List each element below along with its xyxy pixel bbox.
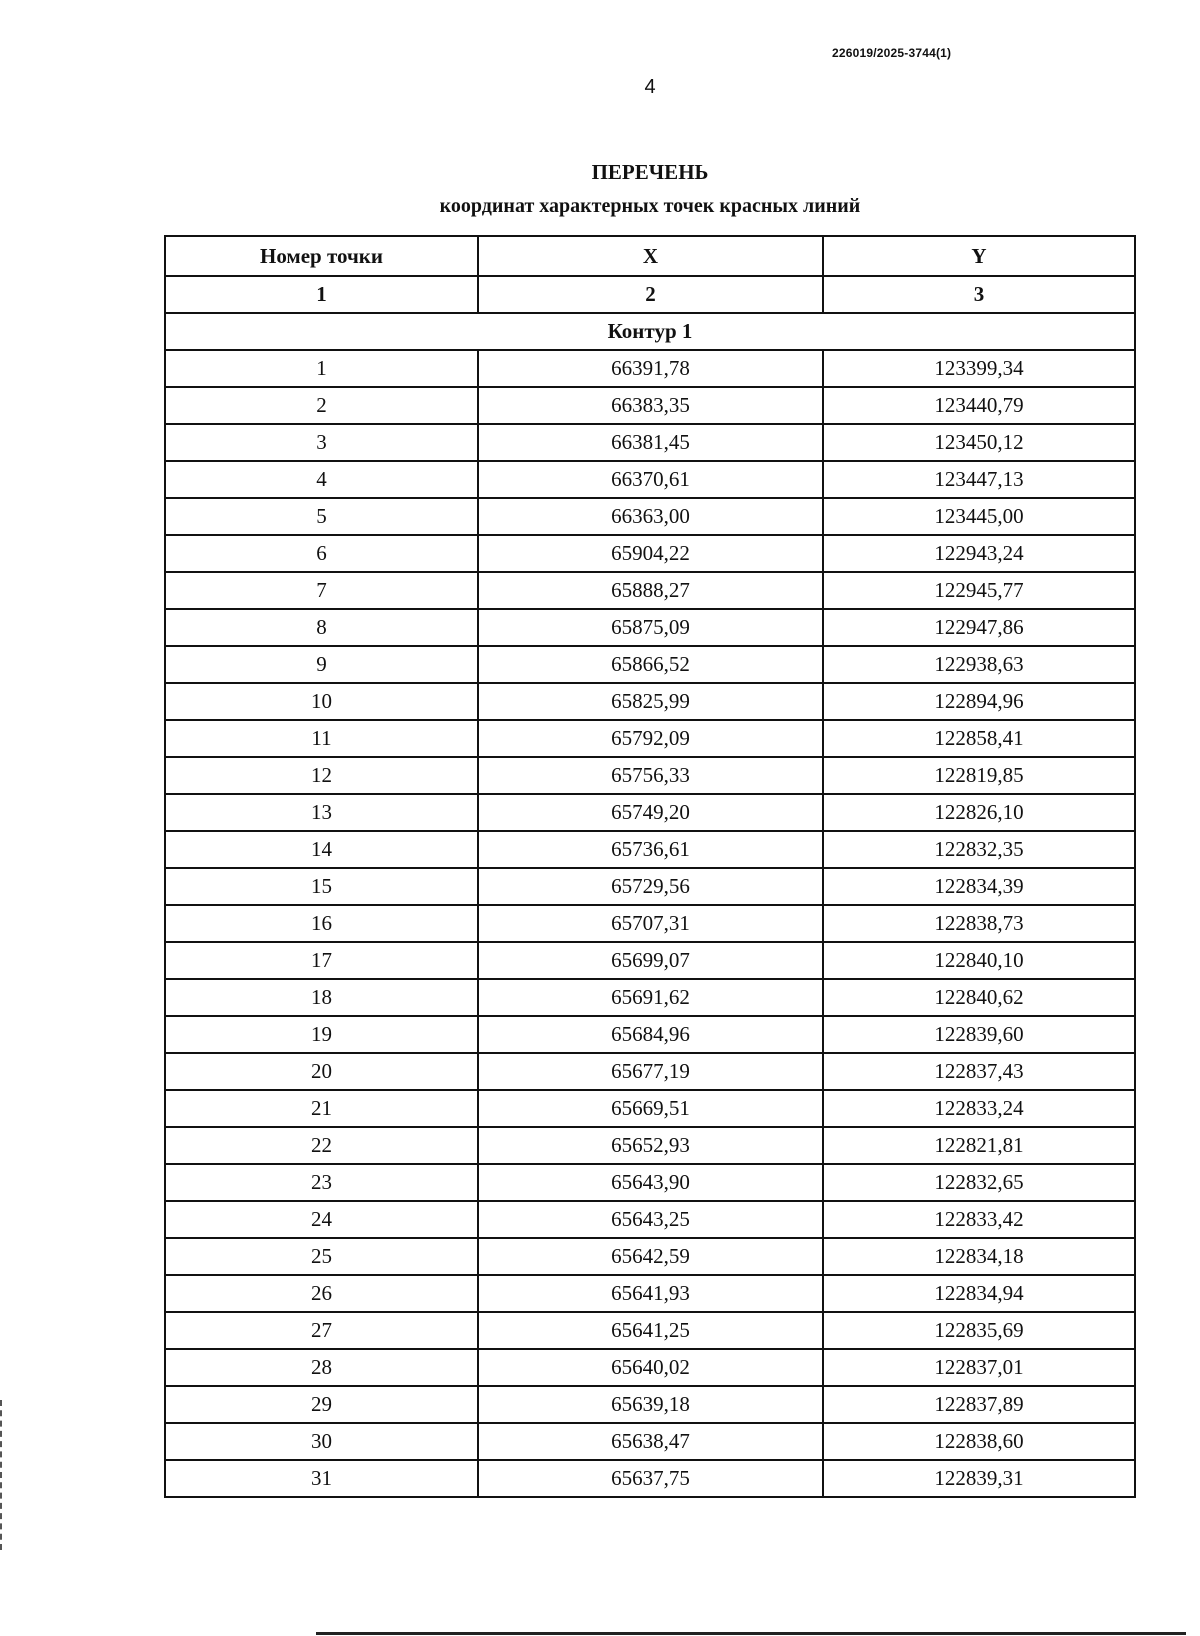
table-row — [165, 1090, 1135, 1127]
y-coordinate-cell: 122938,63 — [823, 646, 1135, 683]
table-row — [165, 535, 1135, 572]
y-coordinate-cell: 122943,24 — [823, 535, 1135, 572]
point-number-cell: 17 — [165, 942, 478, 979]
table-row — [165, 683, 1135, 720]
header-x: X — [478, 236, 823, 276]
x-coordinate-cell: 66363,00 — [478, 498, 823, 535]
y-coordinate-cell: 122837,89 — [823, 1386, 1135, 1423]
x-coordinate-cell: 65643,25 — [478, 1201, 823, 1238]
y-coordinate-cell: 122945,77 — [823, 572, 1135, 609]
x-coordinate-cell: 65792,09 — [478, 720, 823, 757]
point-number-cell: 4 — [165, 461, 478, 498]
x-coordinate-cell: 65729,56 — [478, 868, 823, 905]
table-row — [165, 979, 1135, 1016]
point-number-cell: 12 — [165, 757, 478, 794]
x-coordinate-cell: 66370,61 — [478, 461, 823, 498]
table-row — [165, 720, 1135, 757]
table-row — [165, 572, 1135, 609]
x-coordinate-cell: 65699,07 — [478, 942, 823, 979]
x-coordinate-cell: 66383,35 — [478, 387, 823, 424]
x-coordinate-cell: 65677,19 — [478, 1053, 823, 1090]
point-number-cell: 15 — [165, 868, 478, 905]
x-coordinate-cell: 65639,18 — [478, 1386, 823, 1423]
point-number-cell: 30 — [165, 1423, 478, 1460]
scan-edge-mark — [0, 1400, 5, 1550]
x-coordinate-cell: 65756,33 — [478, 757, 823, 794]
contour-label: Контур 1 — [165, 313, 1135, 350]
point-number-cell: 10 — [165, 683, 478, 720]
point-number-cell: 13 — [165, 794, 478, 831]
point-number-cell: 19 — [165, 1016, 478, 1053]
table-row — [165, 1349, 1135, 1386]
column-number-3: 3 — [823, 276, 1135, 313]
document-id: 226019/2025-3744(1) — [832, 46, 952, 60]
point-number-cell: 1 — [165, 350, 478, 387]
y-coordinate-cell: 122837,01 — [823, 1349, 1135, 1386]
y-coordinate-cell: 122833,42 — [823, 1201, 1135, 1238]
x-coordinate-cell: 65707,31 — [478, 905, 823, 942]
table-row — [165, 831, 1135, 868]
y-coordinate-cell: 122834,18 — [823, 1238, 1135, 1275]
y-coordinate-cell: 122834,94 — [823, 1275, 1135, 1312]
point-number-cell: 16 — [165, 905, 478, 942]
y-coordinate-cell: 122839,31 — [823, 1460, 1135, 1497]
point-number-cell: 21 — [165, 1090, 478, 1127]
column-number-row — [165, 276, 1135, 313]
x-coordinate-cell: 65643,90 — [478, 1164, 823, 1201]
page-number: 4 — [644, 76, 656, 98]
x-coordinate-cell: 65749,20 — [478, 794, 823, 831]
table-row — [165, 794, 1135, 831]
point-number-cell: 23 — [165, 1164, 478, 1201]
point-number-cell: 5 — [165, 498, 478, 535]
x-coordinate-cell: 65641,93 — [478, 1275, 823, 1312]
y-coordinate-cell: 122838,73 — [823, 905, 1135, 942]
table-row — [165, 1238, 1135, 1275]
coordinates-table — [164, 235, 1136, 1498]
y-coordinate-cell: 123445,00 — [823, 498, 1135, 535]
table-row — [165, 1127, 1135, 1164]
contour-row — [165, 313, 1135, 350]
table-row — [165, 1053, 1135, 1090]
point-number-cell: 7 — [165, 572, 478, 609]
y-coordinate-cell: 122838,60 — [823, 1423, 1135, 1460]
table-row — [165, 905, 1135, 942]
table-header-row — [165, 236, 1135, 276]
table-row — [165, 387, 1135, 424]
y-coordinate-cell: 122894,96 — [823, 683, 1135, 720]
table-row — [165, 1423, 1135, 1460]
x-coordinate-cell: 65691,62 — [478, 979, 823, 1016]
table-row — [165, 1275, 1135, 1312]
y-coordinate-cell: 122858,41 — [823, 720, 1135, 757]
x-coordinate-cell: 65866,52 — [478, 646, 823, 683]
y-coordinate-cell: 122832,65 — [823, 1164, 1135, 1201]
column-number-1: 1 — [165, 276, 478, 313]
bottom-rule — [316, 1632, 1186, 1635]
y-coordinate-cell: 123440,79 — [823, 387, 1135, 424]
x-coordinate-cell: 65875,09 — [478, 609, 823, 646]
table-row — [165, 646, 1135, 683]
page-title: ПЕРЕЧЕНЬ — [591, 160, 709, 184]
point-number-cell: 25 — [165, 1238, 478, 1275]
header-y: Y — [823, 236, 1135, 276]
y-coordinate-cell: 122821,81 — [823, 1127, 1135, 1164]
table-row — [165, 757, 1135, 794]
table-row — [165, 1312, 1135, 1349]
point-number-cell: 3 — [165, 424, 478, 461]
point-number-cell: 27 — [165, 1312, 478, 1349]
x-coordinate-cell: 65638,47 — [478, 1423, 823, 1460]
x-coordinate-cell: 65904,22 — [478, 535, 823, 572]
y-coordinate-cell: 122837,43 — [823, 1053, 1135, 1090]
table-row — [165, 1164, 1135, 1201]
point-number-cell: 20 — [165, 1053, 478, 1090]
x-coordinate-cell: 65637,75 — [478, 1460, 823, 1497]
point-number-cell: 28 — [165, 1349, 478, 1386]
x-coordinate-cell: 65684,96 — [478, 1016, 823, 1053]
y-coordinate-cell: 122833,24 — [823, 1090, 1135, 1127]
x-coordinate-cell: 65736,61 — [478, 831, 823, 868]
point-number-cell: 14 — [165, 831, 478, 868]
x-coordinate-cell: 65640,02 — [478, 1349, 823, 1386]
y-coordinate-cell: 122832,35 — [823, 831, 1135, 868]
point-number-cell: 8 — [165, 609, 478, 646]
point-number-cell: 9 — [165, 646, 478, 683]
y-coordinate-cell: 122840,62 — [823, 979, 1135, 1016]
y-coordinate-cell: 122834,39 — [823, 868, 1135, 905]
y-coordinate-cell: 122826,10 — [823, 794, 1135, 831]
table-row — [165, 1460, 1135, 1497]
x-coordinate-cell: 65642,59 — [478, 1238, 823, 1275]
table-row — [165, 350, 1135, 387]
x-coordinate-cell: 65825,99 — [478, 683, 823, 720]
x-coordinate-cell: 65888,27 — [478, 572, 823, 609]
y-coordinate-cell: 123399,34 — [823, 350, 1135, 387]
table-row — [165, 868, 1135, 905]
table-row — [165, 1016, 1135, 1053]
x-coordinate-cell: 65669,51 — [478, 1090, 823, 1127]
table-row — [165, 461, 1135, 498]
header-point-number: Номер точки — [165, 236, 478, 276]
point-number-cell: 29 — [165, 1386, 478, 1423]
table-row — [165, 609, 1135, 646]
table-row — [165, 942, 1135, 979]
column-number-2: 2 — [478, 276, 823, 313]
y-coordinate-cell: 122835,69 — [823, 1312, 1135, 1349]
point-number-cell: 26 — [165, 1275, 478, 1312]
page-subtitle: координат характерных точек красных линий — [439, 195, 861, 217]
y-coordinate-cell: 122819,85 — [823, 757, 1135, 794]
point-number-cell: 6 — [165, 535, 478, 572]
point-number-cell: 11 — [165, 720, 478, 757]
x-coordinate-cell: 65641,25 — [478, 1312, 823, 1349]
x-coordinate-cell: 66391,78 — [478, 350, 823, 387]
table-row — [165, 424, 1135, 461]
table-row — [165, 1386, 1135, 1423]
y-coordinate-cell: 122947,86 — [823, 609, 1135, 646]
point-number-cell: 22 — [165, 1127, 478, 1164]
table-row — [165, 1201, 1135, 1238]
x-coordinate-cell: 66381,45 — [478, 424, 823, 461]
y-coordinate-cell: 123450,12 — [823, 424, 1135, 461]
y-coordinate-cell: 122840,10 — [823, 942, 1135, 979]
point-number-cell: 24 — [165, 1201, 478, 1238]
y-coordinate-cell: 123447,13 — [823, 461, 1135, 498]
point-number-cell: 31 — [165, 1460, 478, 1497]
table-row — [165, 498, 1135, 535]
x-coordinate-cell: 65652,93 — [478, 1127, 823, 1164]
point-number-cell: 18 — [165, 979, 478, 1016]
point-number-cell: 2 — [165, 387, 478, 424]
y-coordinate-cell: 122839,60 — [823, 1016, 1135, 1053]
